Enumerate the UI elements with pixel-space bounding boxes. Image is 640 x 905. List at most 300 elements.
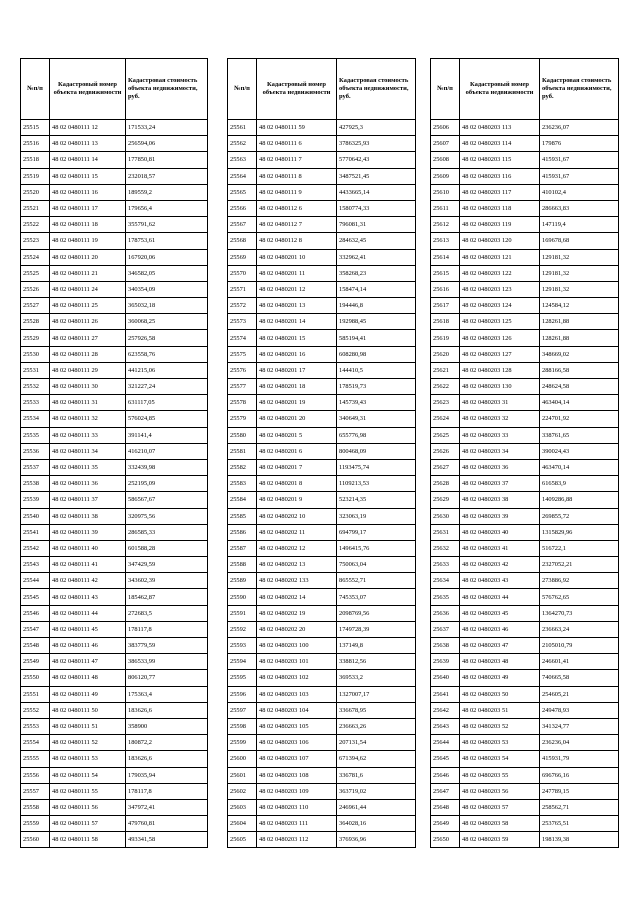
row-number-cell: 25531 xyxy=(21,362,50,378)
table-row xyxy=(431,411,619,427)
row-number-cell: 25606 xyxy=(431,120,460,136)
cadastral-table-3 xyxy=(430,58,619,848)
header-cadastral-cost: Кадастровая стоимость объекта недвижимости, руб. xyxy=(126,59,208,120)
row-number-cell: 25551 xyxy=(21,686,50,702)
table-header xyxy=(431,59,619,120)
cadastral-cost-cell: 338761,65 xyxy=(540,427,619,443)
cadastral-number-cell: 48 02 0480111 52 xyxy=(50,735,126,751)
cadastral-number-cell: 48 02 0480201 11 xyxy=(257,265,337,281)
row-number-cell: 25634 xyxy=(431,573,460,589)
cadastral-cost-cell: 369533,2 xyxy=(337,670,416,686)
table-row xyxy=(228,136,416,152)
table-row xyxy=(431,751,619,767)
cadastral-number-cell: 48 02 0480111 21 xyxy=(50,265,126,281)
table-row xyxy=(21,459,208,475)
cadastral-cost-cell: 179035,94 xyxy=(126,767,208,783)
row-number-cell: 25574 xyxy=(228,330,257,346)
table-row xyxy=(21,799,208,815)
row-number-cell: 25614 xyxy=(431,249,460,265)
header-num: №п/п xyxy=(431,59,460,120)
cadastral-cost-cell: 608280,98 xyxy=(337,346,416,362)
row-number-cell: 25646 xyxy=(431,767,460,783)
table-row xyxy=(228,362,416,378)
row-number-cell: 25544 xyxy=(21,573,50,589)
table-row xyxy=(228,832,416,848)
row-number-cell: 25561 xyxy=(228,120,257,136)
cadastral-number-cell: 48 02 0480111 9 xyxy=(257,184,337,200)
cadastral-number-cell: 48 02 0480202 19 xyxy=(257,605,337,621)
header-cadastral-number: Кадастровый номер объекта недвижимости xyxy=(50,59,126,120)
cadastral-number-cell: 48 02 0480111 32 xyxy=(50,411,126,427)
row-number-cell: 25587 xyxy=(228,540,257,556)
cadastral-cost-cell: 365032,18 xyxy=(126,298,208,314)
table-header xyxy=(228,59,416,120)
cadastral-number-cell: 48 02 0480111 51 xyxy=(50,718,126,734)
row-number-cell: 25645 xyxy=(431,751,460,767)
table-row xyxy=(431,524,619,540)
row-number-cell: 25607 xyxy=(431,136,460,152)
table-row xyxy=(228,184,416,200)
cadastral-cost-cell: 341324,77 xyxy=(540,718,619,734)
table-row xyxy=(431,281,619,297)
row-number-cell: 25605 xyxy=(228,832,257,848)
table-row xyxy=(228,443,416,459)
cadastral-cost-cell: 180872,2 xyxy=(126,735,208,751)
row-number-cell: 25608 xyxy=(431,152,460,168)
row-number-cell: 25578 xyxy=(228,395,257,411)
cadastral-cost-cell: 586567,67 xyxy=(126,492,208,508)
table-row xyxy=(21,314,208,330)
cadastral-number-cell: 48 02 0480201 13 xyxy=(257,298,337,314)
table-row xyxy=(21,249,208,265)
table-row xyxy=(228,395,416,411)
cadastral-cost-cell: 236236,04 xyxy=(540,735,619,751)
cadastral-cost-cell: 796081,31 xyxy=(337,217,416,233)
row-number-cell: 25546 xyxy=(21,605,50,621)
row-number-cell: 25553 xyxy=(21,718,50,734)
row-number-cell: 25603 xyxy=(228,799,257,815)
row-number-cell: 25565 xyxy=(228,184,257,200)
cadastral-number-cell: 48 02 0480203 120 xyxy=(460,233,540,249)
cadastral-number-cell: 48 02 0480203 36 xyxy=(460,459,540,475)
cadastral-table-2 xyxy=(227,58,416,848)
cadastral-cost-cell: 257926,58 xyxy=(126,330,208,346)
table-row xyxy=(21,605,208,621)
cadastral-cost-cell: 232018,57 xyxy=(126,168,208,184)
cadastral-cost-cell: 1315829,96 xyxy=(540,524,619,540)
cadastral-number-cell: 48 02 0480201 15 xyxy=(257,330,337,346)
cadastral-cost-cell: 416210,07 xyxy=(126,443,208,459)
cadastral-number-cell: 48 02 0480201 10 xyxy=(257,249,337,265)
table-row xyxy=(228,638,416,654)
row-number-cell: 25552 xyxy=(21,702,50,718)
cadastral-cost-cell: 1193475,74 xyxy=(337,459,416,475)
cadastral-cost-cell: 158474,14 xyxy=(337,281,416,297)
cadastral-number-cell: 48 02 0480203 42 xyxy=(460,557,540,573)
cadastral-number-cell: 48 02 0480203 108 xyxy=(257,767,337,783)
cadastral-number-cell: 48 02 0480111 47 xyxy=(50,654,126,670)
cadastral-number-cell: 48 02 0480203 125 xyxy=(460,314,540,330)
cadastral-cost-cell: 415931,67 xyxy=(540,152,619,168)
cadastral-number-cell: 48 02 0480111 8 xyxy=(257,168,337,184)
cadastral-number-cell: 48 02 0480203 41 xyxy=(460,540,540,556)
row-number-cell: 25599 xyxy=(228,735,257,751)
row-number-cell: 25644 xyxy=(431,735,460,751)
cadastral-number-cell: 48 02 0480202 14 xyxy=(257,589,337,605)
table-row xyxy=(431,783,619,799)
row-number-cell: 25537 xyxy=(21,459,50,475)
table-row xyxy=(431,654,619,670)
cadastral-number-cell: 48 02 0480111 25 xyxy=(50,298,126,314)
row-number-cell: 25601 xyxy=(228,767,257,783)
cadastral-number-cell: 48 02 0480203 58 xyxy=(460,816,540,832)
cadastral-number-cell: 48 02 0480111 50 xyxy=(50,702,126,718)
cadastral-cost-cell: 272683,5 xyxy=(126,605,208,621)
row-number-cell: 25639 xyxy=(431,654,460,670)
row-number-cell: 25542 xyxy=(21,540,50,556)
row-number-cell: 25586 xyxy=(228,524,257,540)
cadastral-number-cell: 48 02 0480111 46 xyxy=(50,638,126,654)
row-number-cell: 25611 xyxy=(431,200,460,216)
cadastral-cost-cell: 248624,58 xyxy=(540,379,619,395)
cadastral-cost-cell: 178117,8 xyxy=(126,621,208,637)
table-row xyxy=(21,670,208,686)
cadastral-cost-cell: 178519,73 xyxy=(337,379,416,395)
cadastral-number-cell: 48 02 0480111 19 xyxy=(50,233,126,249)
cadastral-cost-cell: 236236,07 xyxy=(540,120,619,136)
row-number-cell: 25579 xyxy=(228,411,257,427)
cadastral-number-cell: 48 02 0480203 39 xyxy=(460,508,540,524)
cadastral-cost-cell: 236663,24 xyxy=(540,621,619,637)
cadastral-number-cell: 48 02 0480201 6 xyxy=(257,443,337,459)
header-cadastral-number: Кадастровый номер объекта недвижимости xyxy=(460,59,540,120)
row-number-cell: 25592 xyxy=(228,621,257,637)
row-number-cell: 25532 xyxy=(21,379,50,395)
cadastral-cost-cell: 144410,5 xyxy=(337,362,416,378)
cadastral-cost-cell: 463404,14 xyxy=(540,395,619,411)
cadastral-cost-cell: 129181,32 xyxy=(540,249,619,265)
cadastral-number-cell: 48 02 0480111 28 xyxy=(50,346,126,362)
cadastral-cost-cell: 338812,56 xyxy=(337,654,416,670)
cadastral-number-cell: 48 02 0480112 6 xyxy=(257,200,337,216)
cadastral-cost-cell: 1409286,88 xyxy=(540,492,619,508)
cadastral-cost-cell: 1749728,39 xyxy=(337,621,416,637)
table-row xyxy=(431,120,619,136)
cadastral-cost-cell: 616583,9 xyxy=(540,476,619,492)
table-row xyxy=(228,168,416,184)
cadastral-number-cell: 48 02 0480203 48 xyxy=(460,654,540,670)
table-row xyxy=(228,670,416,686)
cadastral-number-cell: 48 02 0480203 56 xyxy=(460,783,540,799)
table-row xyxy=(228,816,416,832)
table-row xyxy=(21,702,208,718)
cadastral-cost-cell: 348669,02 xyxy=(540,346,619,362)
cadastral-number-cell: 48 02 0480203 128 xyxy=(460,362,540,378)
cadastral-cost-cell: 189559,2 xyxy=(126,184,208,200)
table-row xyxy=(228,605,416,621)
row-number-cell: 25628 xyxy=(431,476,460,492)
cadastral-number-cell: 48 02 0480203 104 xyxy=(257,702,337,718)
row-number-cell: 25577 xyxy=(228,379,257,395)
cadastral-cost-cell: 2098769,56 xyxy=(337,605,416,621)
cadastral-cost-cell: 183626,6 xyxy=(126,751,208,767)
row-number-cell: 25618 xyxy=(431,314,460,330)
cadastral-cost-cell: 386533,99 xyxy=(126,654,208,670)
row-number-cell: 25582 xyxy=(228,459,257,475)
table-row xyxy=(431,265,619,281)
cadastral-number-cell: 48 02 0480201 16 xyxy=(257,346,337,362)
row-number-cell: 25525 xyxy=(21,265,50,281)
row-number-cell: 25648 xyxy=(431,799,460,815)
cadastral-number-cell: 48 02 0480203 34 xyxy=(460,443,540,459)
table-row xyxy=(228,411,416,427)
row-number-cell: 25636 xyxy=(431,605,460,621)
cadastral-number-cell: 48 02 0480203 47 xyxy=(460,638,540,654)
table-row xyxy=(431,443,619,459)
table-row xyxy=(431,200,619,216)
table-row xyxy=(228,476,416,492)
cadastral-number-cell: 48 02 0480202 12 xyxy=(257,540,337,556)
table-row xyxy=(431,233,619,249)
cadastral-cost-cell: 224701,92 xyxy=(540,411,619,427)
cadastral-number-cell: 48 02 0480203 112 xyxy=(257,832,337,848)
table-header xyxy=(21,59,208,120)
header-cadastral-cost: Кадастровая стоимость объекта недвижимости, руб. xyxy=(337,59,416,120)
table-row xyxy=(21,557,208,573)
cadastral-number-cell: 48 02 0480111 57 xyxy=(50,816,126,832)
header-num: №п/п xyxy=(228,59,257,120)
row-number-cell: 25515 xyxy=(21,120,50,136)
cadastral-number-cell: 48 02 0480111 39 xyxy=(50,524,126,540)
table-row xyxy=(21,136,208,152)
cadastral-number-cell: 48 02 0480111 24 xyxy=(50,281,126,297)
row-number-cell: 25621 xyxy=(431,362,460,378)
table-row xyxy=(228,783,416,799)
cadastral-cost-cell: 284632,45 xyxy=(337,233,416,249)
table-row xyxy=(21,379,208,395)
table-row xyxy=(431,459,619,475)
cadastral-number-cell: 48 02 0480203 37 xyxy=(460,476,540,492)
table-row xyxy=(21,654,208,670)
table-row xyxy=(21,540,208,556)
cadastral-cost-cell: 1580774,33 xyxy=(337,200,416,216)
table-row xyxy=(431,395,619,411)
cadastral-number-cell: 48 02 0480203 117 xyxy=(460,184,540,200)
cadastral-cost-cell: 147119,4 xyxy=(540,217,619,233)
table-row xyxy=(431,298,619,314)
cadastral-table-1 xyxy=(20,58,208,848)
table-row xyxy=(431,702,619,718)
table-row xyxy=(228,314,416,330)
cadastral-cost-cell: 236663,26 xyxy=(337,718,416,734)
row-number-cell: 25596 xyxy=(228,686,257,702)
cadastral-number-cell: 48 02 0480111 49 xyxy=(50,686,126,702)
table-row xyxy=(431,767,619,783)
cadastral-number-cell: 48 02 0480111 12 xyxy=(50,120,126,136)
cadastral-number-cell: 48 02 0480203 118 xyxy=(460,200,540,216)
cadastral-cost-cell: 391141,4 xyxy=(126,427,208,443)
cadastral-cost-cell: 1327007,17 xyxy=(337,686,416,702)
row-number-cell: 25533 xyxy=(21,395,50,411)
cadastral-number-cell: 48 02 0480111 36 xyxy=(50,476,126,492)
table-row xyxy=(21,686,208,702)
cadastral-number-cell: 48 02 0480111 58 xyxy=(50,832,126,848)
row-number-cell: 25640 xyxy=(431,670,460,686)
table-row xyxy=(431,508,619,524)
table-row xyxy=(21,638,208,654)
cadastral-number-cell: 48 02 0480203 33 xyxy=(460,427,540,443)
row-number-cell: 25622 xyxy=(431,379,460,395)
table-row xyxy=(21,346,208,362)
row-number-cell: 25612 xyxy=(431,217,460,233)
cadastral-cost-cell: 363719,02 xyxy=(337,783,416,799)
cadastral-cost-cell: 198139,38 xyxy=(540,832,619,848)
row-number-cell: 25588 xyxy=(228,557,257,573)
cadastral-cost-cell: 576024,85 xyxy=(126,411,208,427)
row-number-cell: 25558 xyxy=(21,799,50,815)
cadastral-cost-cell: 2327052,21 xyxy=(540,557,619,573)
row-number-cell: 25629 xyxy=(431,492,460,508)
cadastral-number-cell: 48 02 0480201 17 xyxy=(257,362,337,378)
row-number-cell: 25523 xyxy=(21,233,50,249)
cadastral-cost-cell: 247789,15 xyxy=(540,783,619,799)
cadastral-cost-cell: 390024,43 xyxy=(540,443,619,459)
table-row xyxy=(228,540,416,556)
cadastral-number-cell: 48 02 0480203 44 xyxy=(460,589,540,605)
row-number-cell: 25571 xyxy=(228,281,257,297)
row-number-cell: 25626 xyxy=(431,443,460,459)
cadastral-cost-cell: 800468,09 xyxy=(337,443,416,459)
table-row xyxy=(228,217,416,233)
cadastral-cost-cell: 360068,25 xyxy=(126,314,208,330)
cadastral-cost-cell: 463470,14 xyxy=(540,459,619,475)
cadastral-number-cell: 48 02 0480201 20 xyxy=(257,411,337,427)
row-number-cell: 25524 xyxy=(21,249,50,265)
row-number-cell: 25519 xyxy=(21,168,50,184)
row-number-cell: 25630 xyxy=(431,508,460,524)
cadastral-cost-cell: 3786325,93 xyxy=(337,136,416,152)
cadastral-number-cell: 48 02 0480202 20 xyxy=(257,621,337,637)
cadastral-cost-cell: 415931,67 xyxy=(540,168,619,184)
row-number-cell: 25535 xyxy=(21,427,50,443)
cadastral-cost-cell: 750063,04 xyxy=(337,557,416,573)
row-number-cell: 25591 xyxy=(228,605,257,621)
cadastral-cost-cell: 145739,43 xyxy=(337,395,416,411)
table-row xyxy=(21,152,208,168)
cadastral-number-cell: 48 02 0480203 40 xyxy=(460,524,540,540)
row-number-cell: 25624 xyxy=(431,411,460,427)
row-number-cell: 25538 xyxy=(21,476,50,492)
table-row xyxy=(228,767,416,783)
cadastral-cost-cell: 806120,77 xyxy=(126,670,208,686)
table-row xyxy=(21,816,208,832)
row-number-cell: 25625 xyxy=(431,427,460,443)
table-row xyxy=(228,427,416,443)
cadastral-number-cell: 48 02 0480201 14 xyxy=(257,314,337,330)
row-number-cell: 25527 xyxy=(21,298,50,314)
cadastral-cost-cell: 336781,6 xyxy=(337,767,416,783)
cadastral-number-cell: 48 02 0480203 57 xyxy=(460,799,540,815)
row-number-cell: 25529 xyxy=(21,330,50,346)
table-row xyxy=(21,718,208,734)
cadastral-cost-cell: 169678,68 xyxy=(540,233,619,249)
cadastral-cost-cell: 655776,98 xyxy=(337,427,416,443)
row-number-cell: 25595 xyxy=(228,670,257,686)
cadastral-cost-cell: 516722,1 xyxy=(540,540,619,556)
cadastral-number-cell: 48 02 0480111 18 xyxy=(50,217,126,233)
cadastral-cost-cell: 410102,4 xyxy=(540,184,619,200)
cadastral-cost-cell: 601588,28 xyxy=(126,540,208,556)
cadastral-cost-cell: 441215,06 xyxy=(126,362,208,378)
row-number-cell: 25632 xyxy=(431,540,460,556)
cadastral-number-cell: 48 02 0480203 53 xyxy=(460,735,540,751)
row-number-cell: 25560 xyxy=(21,832,50,848)
row-number-cell: 25580 xyxy=(228,427,257,443)
row-number-cell: 25556 xyxy=(21,767,50,783)
table-row xyxy=(21,589,208,605)
row-number-cell: 25539 xyxy=(21,492,50,508)
row-number-cell: 25545 xyxy=(21,589,50,605)
row-number-cell: 25576 xyxy=(228,362,257,378)
cadastral-cost-cell: 1496415,76 xyxy=(337,540,416,556)
table-row xyxy=(228,249,416,265)
row-number-cell: 25557 xyxy=(21,783,50,799)
cadastral-number-cell: 48 02 0480111 16 xyxy=(50,184,126,200)
cadastral-number-cell: 48 02 0480203 107 xyxy=(257,751,337,767)
cadastral-cost-cell: 358900 xyxy=(126,718,208,734)
table-row xyxy=(21,735,208,751)
table-row xyxy=(228,718,416,734)
cadastral-cost-cell: 493341,58 xyxy=(126,832,208,848)
cadastral-cost-cell: 694799,17 xyxy=(337,524,416,540)
table-row xyxy=(228,379,416,395)
cadastral-number-cell: 48 02 0480111 20 xyxy=(50,249,126,265)
cadastral-number-cell: 48 02 0480201 8 xyxy=(257,476,337,492)
cadastral-number-cell: 48 02 0480203 106 xyxy=(257,735,337,751)
row-number-cell: 25568 xyxy=(228,233,257,249)
row-number-cell: 25569 xyxy=(228,249,257,265)
cadastral-cost-cell: 194446,8 xyxy=(337,298,416,314)
row-number-cell: 25641 xyxy=(431,686,460,702)
table-row xyxy=(228,298,416,314)
cadastral-number-cell: 48 02 0480111 42 xyxy=(50,573,126,589)
cadastral-number-cell: 48 02 0480111 44 xyxy=(50,605,126,621)
cadastral-cost-cell: 364028,16 xyxy=(337,816,416,832)
row-number-cell: 25623 xyxy=(431,395,460,411)
cadastral-number-cell: 48 02 0480203 49 xyxy=(460,670,540,686)
cadastral-cost-cell: 2105010,79 xyxy=(540,638,619,654)
cadastral-cost-cell: 128261,88 xyxy=(540,330,619,346)
table-row xyxy=(431,427,619,443)
cadastral-number-cell: 48 02 0480111 54 xyxy=(50,767,126,783)
cadastral-number-cell: 48 02 0480203 43 xyxy=(460,573,540,589)
table-row xyxy=(431,638,619,654)
row-number-cell: 25594 xyxy=(228,654,257,670)
cadastral-number-cell: 48 02 0480111 35 xyxy=(50,459,126,475)
cadastral-cost-cell: 745353,07 xyxy=(337,589,416,605)
cadastral-number-cell: 48 02 0480201 5 xyxy=(257,427,337,443)
table-row xyxy=(21,168,208,184)
cadastral-number-cell: 48 02 0480111 26 xyxy=(50,314,126,330)
cadastral-cost-cell: 631117,05 xyxy=(126,395,208,411)
cadastral-cost-cell: 696766,16 xyxy=(540,767,619,783)
row-number-cell: 25647 xyxy=(431,783,460,799)
cadastral-cost-cell: 258562,71 xyxy=(540,799,619,815)
row-number-cell: 25616 xyxy=(431,281,460,297)
row-number-cell: 25638 xyxy=(431,638,460,654)
row-number-cell: 25585 xyxy=(228,508,257,524)
cadastral-number-cell: 48 02 0480111 29 xyxy=(50,362,126,378)
